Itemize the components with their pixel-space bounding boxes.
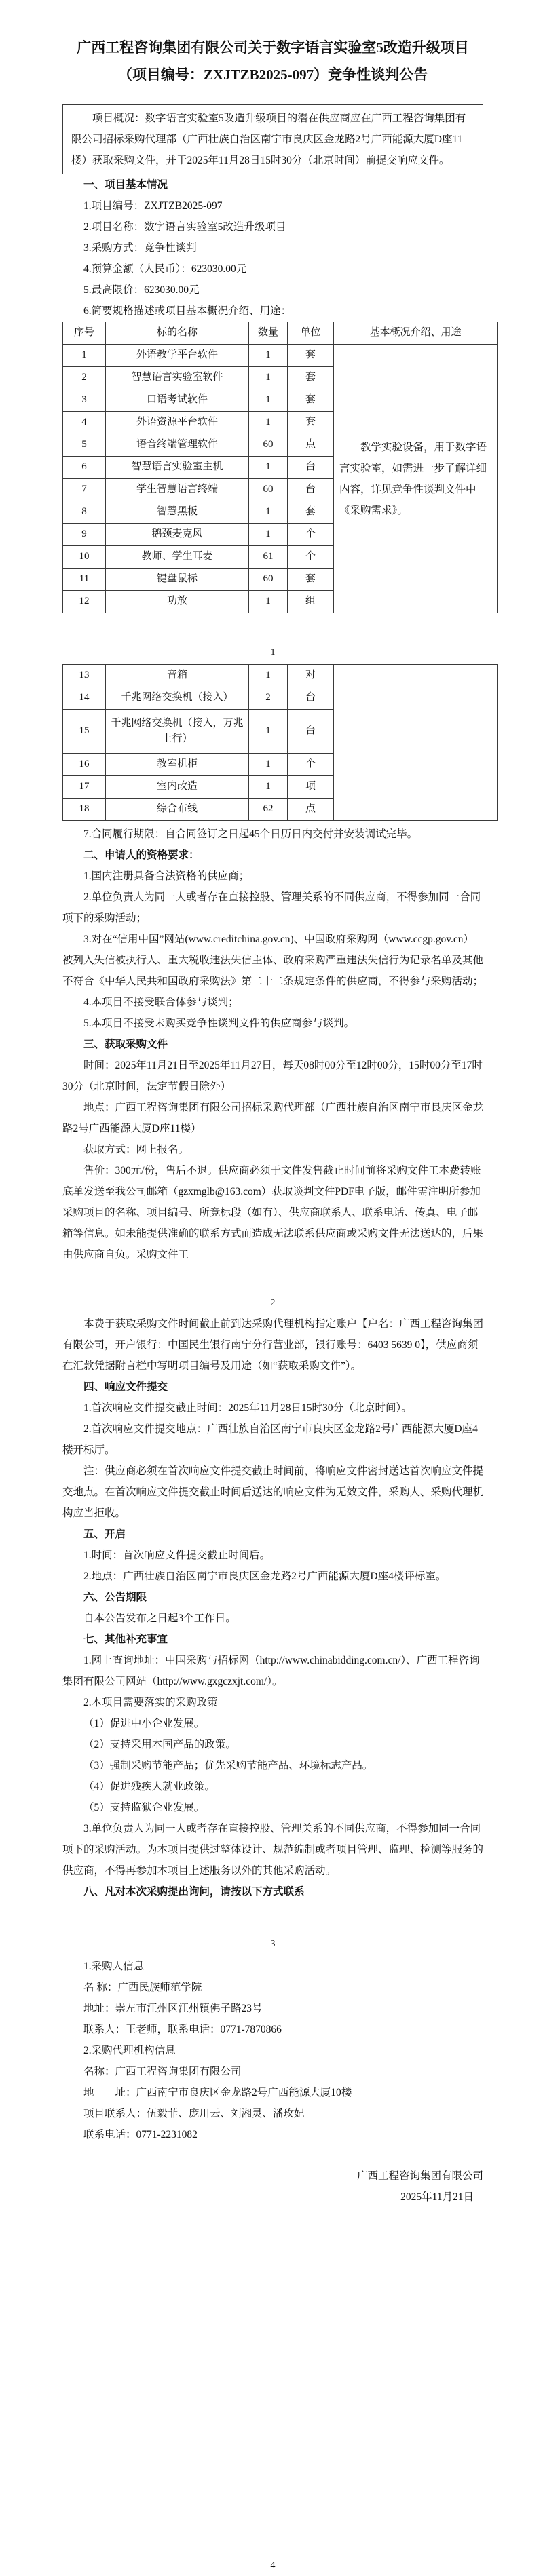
- paragraph-policy-3: （3）强制采购节能产品；优先采购节能产品、环境标志产品。: [83, 1760, 373, 1771]
- cell-qty: 1: [249, 710, 288, 754]
- cell-no: 3: [63, 389, 106, 412]
- paragraph-max-price: 5.最高限价：623030.00元: [83, 284, 200, 296]
- paragraph-doc-method: 获取方式：网上报名。: [83, 1144, 189, 1155]
- cell-qty: 1: [249, 665, 288, 687]
- cell-name: 智慧语言实验室软件: [106, 367, 249, 389]
- paragraph-submit-deadline: 1.首次响应文件提交截止时间：2025年11月28日15时30分（北京时间）。: [83, 1402, 412, 1414]
- project-overview-box: 项目概况：数字语言实验室5改造升级项目的潜在供应商应在广西工程咨询集团有限公司招标采购代理部（广西壮族自治区南宁市良庆区金龙路2号广西能源大厦D座11楼）获取采购文件，并于2025年11月28日15时30分（北京时间）前提交响应文件。: [62, 104, 483, 174]
- paragraph-open-time: 1.时间：首次响应文件提交截止时间后。: [83, 1550, 271, 1561]
- cell-name: 千兆网络交换机（接入，万兆上行）: [106, 710, 249, 754]
- page-number-3: 3: [270, 1939, 276, 1949]
- cell-no: 16: [63, 754, 106, 776]
- cell-name: 智慧黑板: [106, 501, 249, 524]
- section-heading-1: 一、项目基本情况: [83, 179, 168, 191]
- paragraph-policy-intro: 2.本项目需要落实的采购政策: [83, 1697, 218, 1708]
- paragraph-qualification-5: 5.本项目不接受未购买竞争性谈判文件的供应商参与谈判。: [83, 1018, 355, 1029]
- cell-qty: 60: [249, 479, 288, 501]
- cell-unit: 套: [288, 345, 334, 367]
- signature-date: 2025年11月21日: [400, 2191, 474, 2203]
- cell-unit: 台: [288, 457, 334, 479]
- signature-block: [62, 2166, 483, 2208]
- col-header-no: 序号: [63, 322, 106, 345]
- cell-no: 5: [63, 434, 106, 457]
- cell-unit: 对: [288, 665, 334, 687]
- page-number-4: 4: [270, 2560, 276, 2571]
- paragraph-policy-4: （4）促进残疾人就业政策。: [83, 1781, 215, 1792]
- paragraph-project-no: 1.项目编号：ZXJTZB2025-097: [83, 200, 223, 212]
- cell-qty: 1: [249, 776, 288, 799]
- body-page3: [62, 1313, 483, 1902]
- section-heading-7: 七、其他补充事宜: [83, 1634, 168, 1645]
- cell-qty: 60: [249, 434, 288, 457]
- paragraph-restriction: 3.单位负责人为同一人或者存在直接控股、管理关系的不同供应商，不得参加同一合同项下的采购活动。为本项目提供过整体设计、规范编制或者项目管理、监理、检测等服务的供应商，不得再参加本项目上述服务以外的其他采购活动。: [62, 1823, 484, 1877]
- section-heading-4: 四、响应文件提交: [83, 1381, 168, 1393]
- cell-no: 13: [63, 665, 106, 687]
- cell-no: 8: [63, 501, 106, 524]
- section-heading-5: 五、开启: [83, 1529, 126, 1540]
- cell-unit: 组: [288, 591, 334, 613]
- col-header-qty: 数量: [249, 322, 288, 345]
- cell-unit: 台: [288, 687, 334, 710]
- col-header-name: 标的名称: [106, 322, 249, 345]
- paragraph-agency-name: 名称：广西工程咨询集团有限公司: [83, 2066, 242, 2077]
- cell-no: 17: [63, 776, 106, 799]
- paragraph-notice-period: 自本公告发布之日起3个工作日。: [83, 1613, 236, 1624]
- cell-no: 9: [63, 524, 106, 546]
- table-row: [63, 665, 498, 687]
- cell-name: 智慧语言实验室主机: [106, 457, 249, 479]
- paragraph-purchaser-contact: 联系人：王老师，联系电话：0771-7870866: [83, 2024, 282, 2035]
- paragraph-policy-5: （5）支持监狱企业发展。: [83, 1802, 205, 1813]
- paragraph-qualification-2: 2.单位负责人为同一人或者存在直接控股、管理关系的不同供应商，不得参加同一合同项下的采购活动；: [62, 891, 481, 924]
- cell-unit: 台: [288, 710, 334, 754]
- cell-name: 语音终端管理软件: [106, 434, 249, 457]
- cell-qty: 62: [249, 799, 288, 821]
- contact-info: [62, 1956, 483, 2145]
- cell-unit: 个: [288, 524, 334, 546]
- cell-qty: 1: [249, 412, 288, 434]
- cell-unit: 点: [288, 434, 334, 457]
- cell-unit: 套: [288, 367, 334, 389]
- cell-name: 千兆网络交换机（接入）: [106, 687, 249, 710]
- paragraph-policy-1: （1）促进中小企业发展。: [83, 1718, 205, 1729]
- paragraph-purchaser-name: 名 称：广西民族师范学院: [83, 1982, 202, 1993]
- paragraph-agency-address: 地 址：广西南宁市良庆区金龙路2号广西能源大厦10楼: [83, 2087, 352, 2098]
- paragraph-qualification-1: 1.国内注册具备合法资格的供应商；: [83, 870, 250, 882]
- merged-description-cell-empty: [334, 665, 498, 821]
- paragraph-qualification-4: 4.本项目不接受联合体参与谈判；: [83, 997, 239, 1008]
- paragraph-budget: 4.预算金额（人民币）：623030.00元: [83, 263, 247, 275]
- paragraph-doc-price: 售价：300元/份，售后不退。供应商必须于文件发售截止时间前将采购文件工本费转账底单发送至我公司邮箱（gzxmglb@163.com）获取谈判文件PDF电子版，邮件需注明所参加采购项目的名称、项目编号、所竞标段（如有）、供应商联系人、联系电话、传真、电子邮箱等信息。如未能提供准确的联系方式而造成无法联系供应商或采购文件无法送达的，后果由供应商自负。采购文件工: [62, 1165, 484, 1261]
- paragraph-agency-contacts: 项目联系人：伍毅菲、庞川云、刘湘灵、潘玫妃: [83, 2108, 305, 2119]
- cell-no: 4: [63, 412, 106, 434]
- cell-qty: 61: [249, 546, 288, 569]
- section-heading-6: 六、公告期限: [83, 1592, 147, 1603]
- page-number-2: 2: [270, 1298, 276, 1308]
- cell-name: 口语考试软件: [106, 389, 249, 412]
- col-header-desc: 基本概况介绍、用途: [334, 322, 498, 345]
- paragraph-policy-2: （2）支持采用本国产品的政策。: [83, 1739, 236, 1750]
- cell-no: 18: [63, 799, 106, 821]
- cell-no: 10: [63, 546, 106, 569]
- paragraph-open-place: 2.地点：广西壮族自治区南宁市良庆区金龙路2号广西能源大厦D座4楼评标室。: [83, 1571, 447, 1582]
- cell-name: 鹅颈麦克风: [106, 524, 249, 546]
- paragraph-purchaser-info: 1.采购人信息: [83, 1961, 145, 1972]
- paragraph-submit-place: 2.首次响应文件提交地点：广西壮族自治区南宁市良庆区金龙路2号广西能源大厦D座4楼开标厅。: [62, 1423, 478, 1456]
- cell-unit: 项: [288, 776, 334, 799]
- paragraph-submit-note: 注：供应商必须在首次响应文件提交截止时间前，将响应文件密封送达首次响应文件提交地点。在首次响应文件提交截止时间后送达的响应文件为无效文件，采购人、采购代理机构应当拒收。: [62, 1465, 484, 1519]
- paragraph-agency-info: 2.采购代理机构信息: [83, 2045, 176, 2056]
- table-header-row: [63, 322, 498, 345]
- section-heading-2: 二、申请人的资格要求：: [83, 849, 200, 861]
- cell-no: 6: [63, 457, 106, 479]
- cell-unit: 个: [288, 546, 334, 569]
- cell-name: 外语教学平台软件: [106, 345, 249, 367]
- cell-qty: 1: [249, 345, 288, 367]
- section-heading-8: 八、凡对本次采购提出询问，请按以下方式联系: [83, 1886, 305, 1898]
- cell-no: 11: [63, 569, 106, 591]
- section-heading-3: 三、获取采购文件: [83, 1039, 168, 1050]
- page-number-1: 1: [270, 647, 276, 657]
- paragraph-method: 3.采购方式：竞争性谈判: [83, 242, 197, 254]
- cell-qty: 1: [249, 457, 288, 479]
- cell-name: 学生智慧语言终端: [106, 479, 249, 501]
- paragraph-qualification-3: 3.对在“信用中国”网站(www.creditchina.gov.cn)、中国政府采购网（www.ccgp.gov.cn）被列入失信被执行人、重大税收违法失信主体、政府采购严重违法失信行为记录名单及其他不符合《中华人民共和国政府采购法》第二十二条规定条件的供应商，不得参与采购活动；: [62, 934, 484, 987]
- body-after-table: [62, 824, 483, 1265]
- paragraph-bank-account: 本费于获取采购文件时间截止前到达采购代理机构指定账户【户名：广西工程咨询集团有限公司，开户银行：中国民生银行南宁分行营业部，银行账号：6403 5639 0】，供应商须在汇款凭据附言栏中写明项目编号及用途（如“获取采购文件”）。: [62, 1318, 484, 1372]
- doc-title-line1: 广西工程咨询集团有限公司关于数字语言实验室5改造升级项目: [77, 39, 469, 56]
- cell-qty: 1: [249, 389, 288, 412]
- paragraph-project-name: 2.项目名称：数字语言实验室5改造升级项目: [83, 221, 286, 233]
- doc-title-line2: （项目编号：ZXJTZB2025-097）竞争性谈判公告: [117, 66, 428, 83]
- merged-description-cell: 教学实验设备，用于数字语言实验室，如需进一步了解详细内容，详见竞争性谈判文件中《采购需求》。: [334, 345, 498, 613]
- cell-unit: 点: [288, 799, 334, 821]
- cell-name: 综合布线: [106, 799, 249, 821]
- paragraph-contract-term: 7.合同履行期限：自合同签订之日起45个日历日内交付并安装调试完毕。: [83, 828, 418, 840]
- cell-name: 室内改造: [106, 776, 249, 799]
- paragraph-online-query: 1.网上查询地址：中国采购与招标网（http://www.chinabidding.com.cn/）、广西工程咨询集团有限公司网站（http://www.gxgczxjt.com/）。: [62, 1655, 480, 1687]
- cell-unit: 套: [288, 501, 334, 524]
- paragraph-purchaser-address: 地址：崇左市江州区江州镇佛子路23号: [83, 2003, 263, 2014]
- cell-qty: 1: [249, 501, 288, 524]
- cell-no: 15: [63, 710, 106, 754]
- cell-unit: 台: [288, 479, 334, 501]
- cell-name: 功放: [106, 591, 249, 613]
- cell-qty: 2: [249, 687, 288, 710]
- cell-qty: 1: [249, 591, 288, 613]
- spec-table-page1: [62, 322, 498, 613]
- table-row: [63, 345, 498, 367]
- cell-no: 12: [63, 591, 106, 613]
- spec-table-page2: [62, 664, 498, 821]
- cell-qty: 1: [249, 754, 288, 776]
- cell-unit: 套: [288, 389, 334, 412]
- cell-name: 外语资源平台软件: [106, 412, 249, 434]
- cell-qty: 1: [249, 367, 288, 389]
- cell-name: 教室机柜: [106, 754, 249, 776]
- cell-no: 2: [63, 367, 106, 389]
- cell-qty: 60: [249, 569, 288, 591]
- col-header-unit: 单位: [288, 322, 334, 345]
- cell-unit: 个: [288, 754, 334, 776]
- cell-no: 14: [63, 687, 106, 710]
- cell-no: 7: [63, 479, 106, 501]
- paragraph-doc-place: 地点：广西工程咨询集团有限公司招标采购代理部（广西壮族自治区南宁市良庆区金龙路2号广西能源大厦D座11楼）: [62, 1102, 484, 1134]
- cell-name: 键盘鼠标: [106, 569, 249, 591]
- cell-name: 音箱: [106, 665, 249, 687]
- cell-no: 1: [63, 345, 106, 367]
- paragraph-doc-time: 时间：2025年11月21日至2025年11月27日，每天08时00分至12时00分，15时00分至17时30分（北京时间，法定节假日除外）: [62, 1060, 483, 1092]
- paragraph-agency-phone: 联系电话：0771-2231082: [83, 2129, 198, 2140]
- paragraph-spec-intro: 6.简要规格描述或项目基本概况介绍、用途：: [83, 305, 292, 317]
- cell-qty: 1: [249, 524, 288, 546]
- cell-unit: 套: [288, 412, 334, 434]
- cell-name: 教师、学生耳麦: [106, 546, 249, 569]
- signature-org: 广西工程咨询集团有限公司: [356, 2170, 483, 2182]
- doc-title: [62, 34, 483, 88]
- cell-unit: 套: [288, 569, 334, 591]
